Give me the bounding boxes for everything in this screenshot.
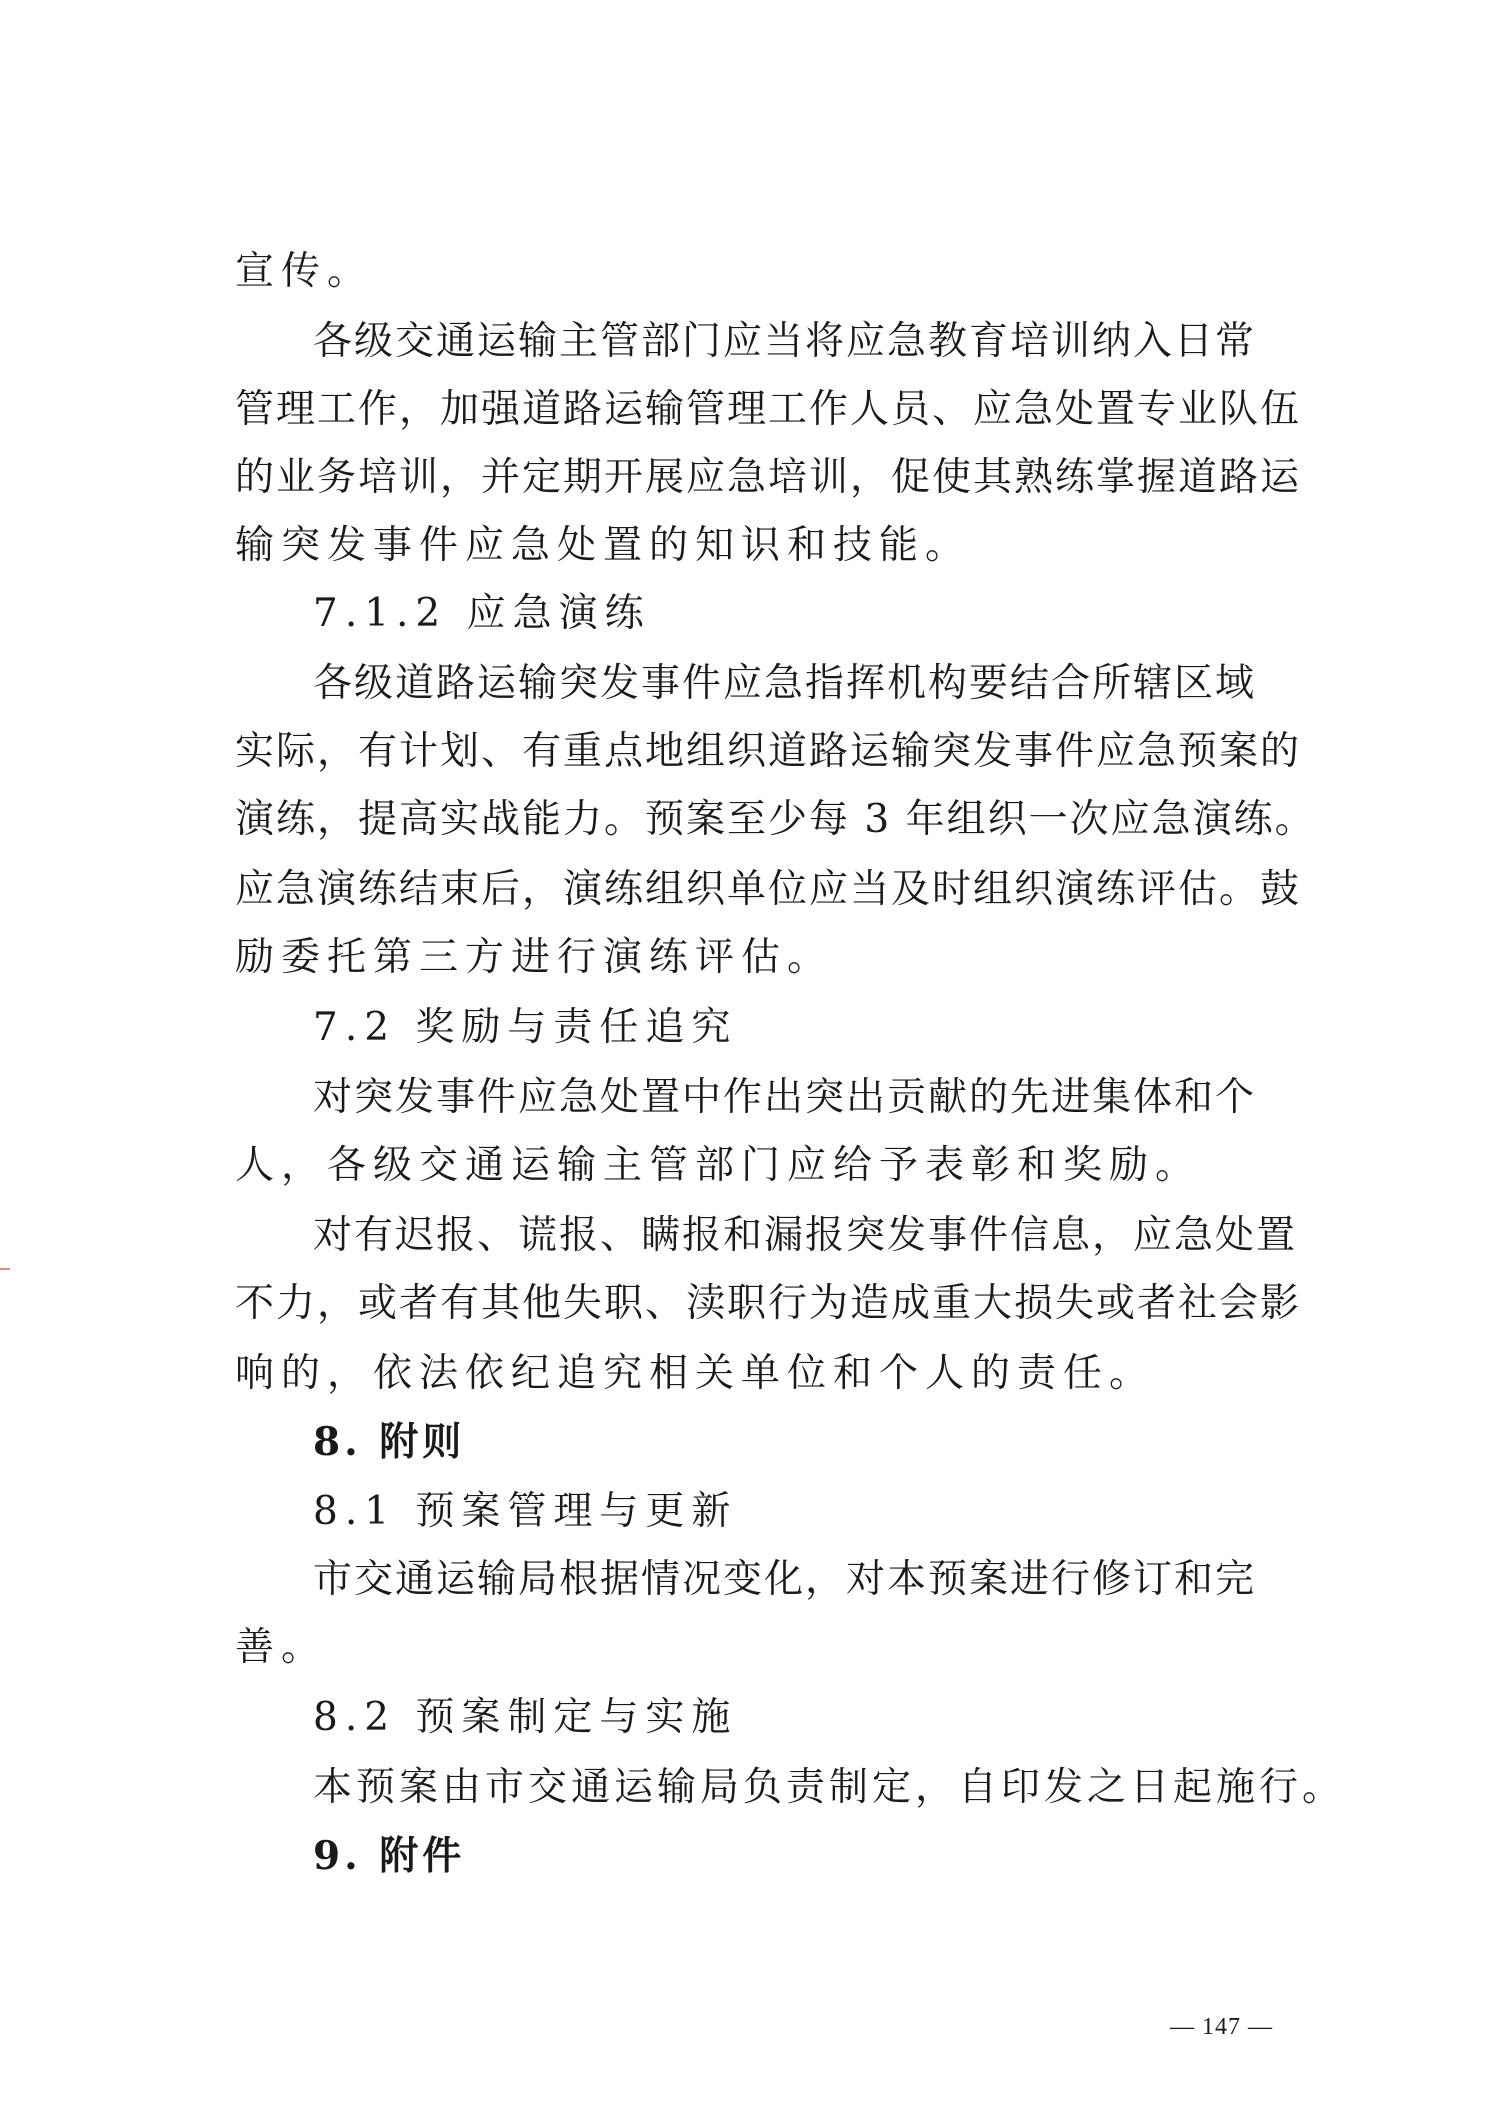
section-heading-8: 8. 附则 (313, 1419, 466, 1465)
body-text-line: 人，各级交通运输主管部门应给予表彰和奖励。 (235, 1143, 1202, 1188)
section-heading-7-2: 7.2 奖励与责任追究 (313, 1005, 738, 1050)
paragraph-first-line: 对有迟报、谎报、瞒报和漏报突发事件信息，应急处置 (313, 1213, 1298, 1258)
section-heading-9: 9. 附件 (313, 1833, 466, 1879)
paragraph-first-line: 本预案由市交通运输局负责制定，自印发之日起施行。 (313, 1765, 1346, 1810)
body-text-line: 实际，有计划、有重点地组织道路运输突发事件应急预案的 (235, 729, 1302, 774)
paragraph-first-line: 对突发事件应急处置中作出突出贡献的先进集体和个 (313, 1075, 1257, 1120)
paragraph-first-line: 各级道路运输突发事件应急指挥机构要结合所辖区域 (313, 661, 1257, 706)
body-text-line: 励委托第三方进行演练评估。 (235, 935, 834, 980)
body-text-line: 善。 (235, 1625, 328, 1670)
body-text-line: 演练，提高实战能力。预案至少每 3 年组织一次应急演练。 (235, 797, 1316, 842)
section-heading-8-2: 8.2 预案制定与实施 (313, 1695, 738, 1740)
section-heading-7-1-2: 7.1.2 应急演练 (313, 591, 651, 636)
body-text-line: 宣传。 (235, 249, 374, 294)
body-text-line: 不力，或者有其他失职、渎职行为造成重大损失或者社会影 (235, 1281, 1302, 1326)
page-number: — 147 — (1170, 2014, 1273, 2040)
body-text-line: 管理工作，加强道路运输管理工作人员、应急处置专业队伍 (235, 387, 1302, 432)
body-text-line: 应急演练结束后，演练组织单位应当及时组织演练评估。鼓 (235, 867, 1302, 912)
margin-mark (0, 1268, 10, 1270)
body-text-line: 输突发事件应急处置的知识和技能。 (235, 523, 972, 568)
paragraph-first-line: 各级交通运输主管部门应当将应急教育培训纳入日常 (313, 319, 1257, 364)
paragraph-first-line: 市交通运输局根据情况变化，对本预案进行修订和完 (313, 1557, 1257, 1602)
section-heading-8-1: 8.1 预案管理与更新 (313, 1489, 738, 1534)
body-text-line: 响的，依法依纪追究相关单位和个人的责任。 (235, 1351, 1156, 1396)
body-text-line: 的业务培训，并定期开展应急培训，促使其熟练掌握道路运 (235, 455, 1302, 500)
